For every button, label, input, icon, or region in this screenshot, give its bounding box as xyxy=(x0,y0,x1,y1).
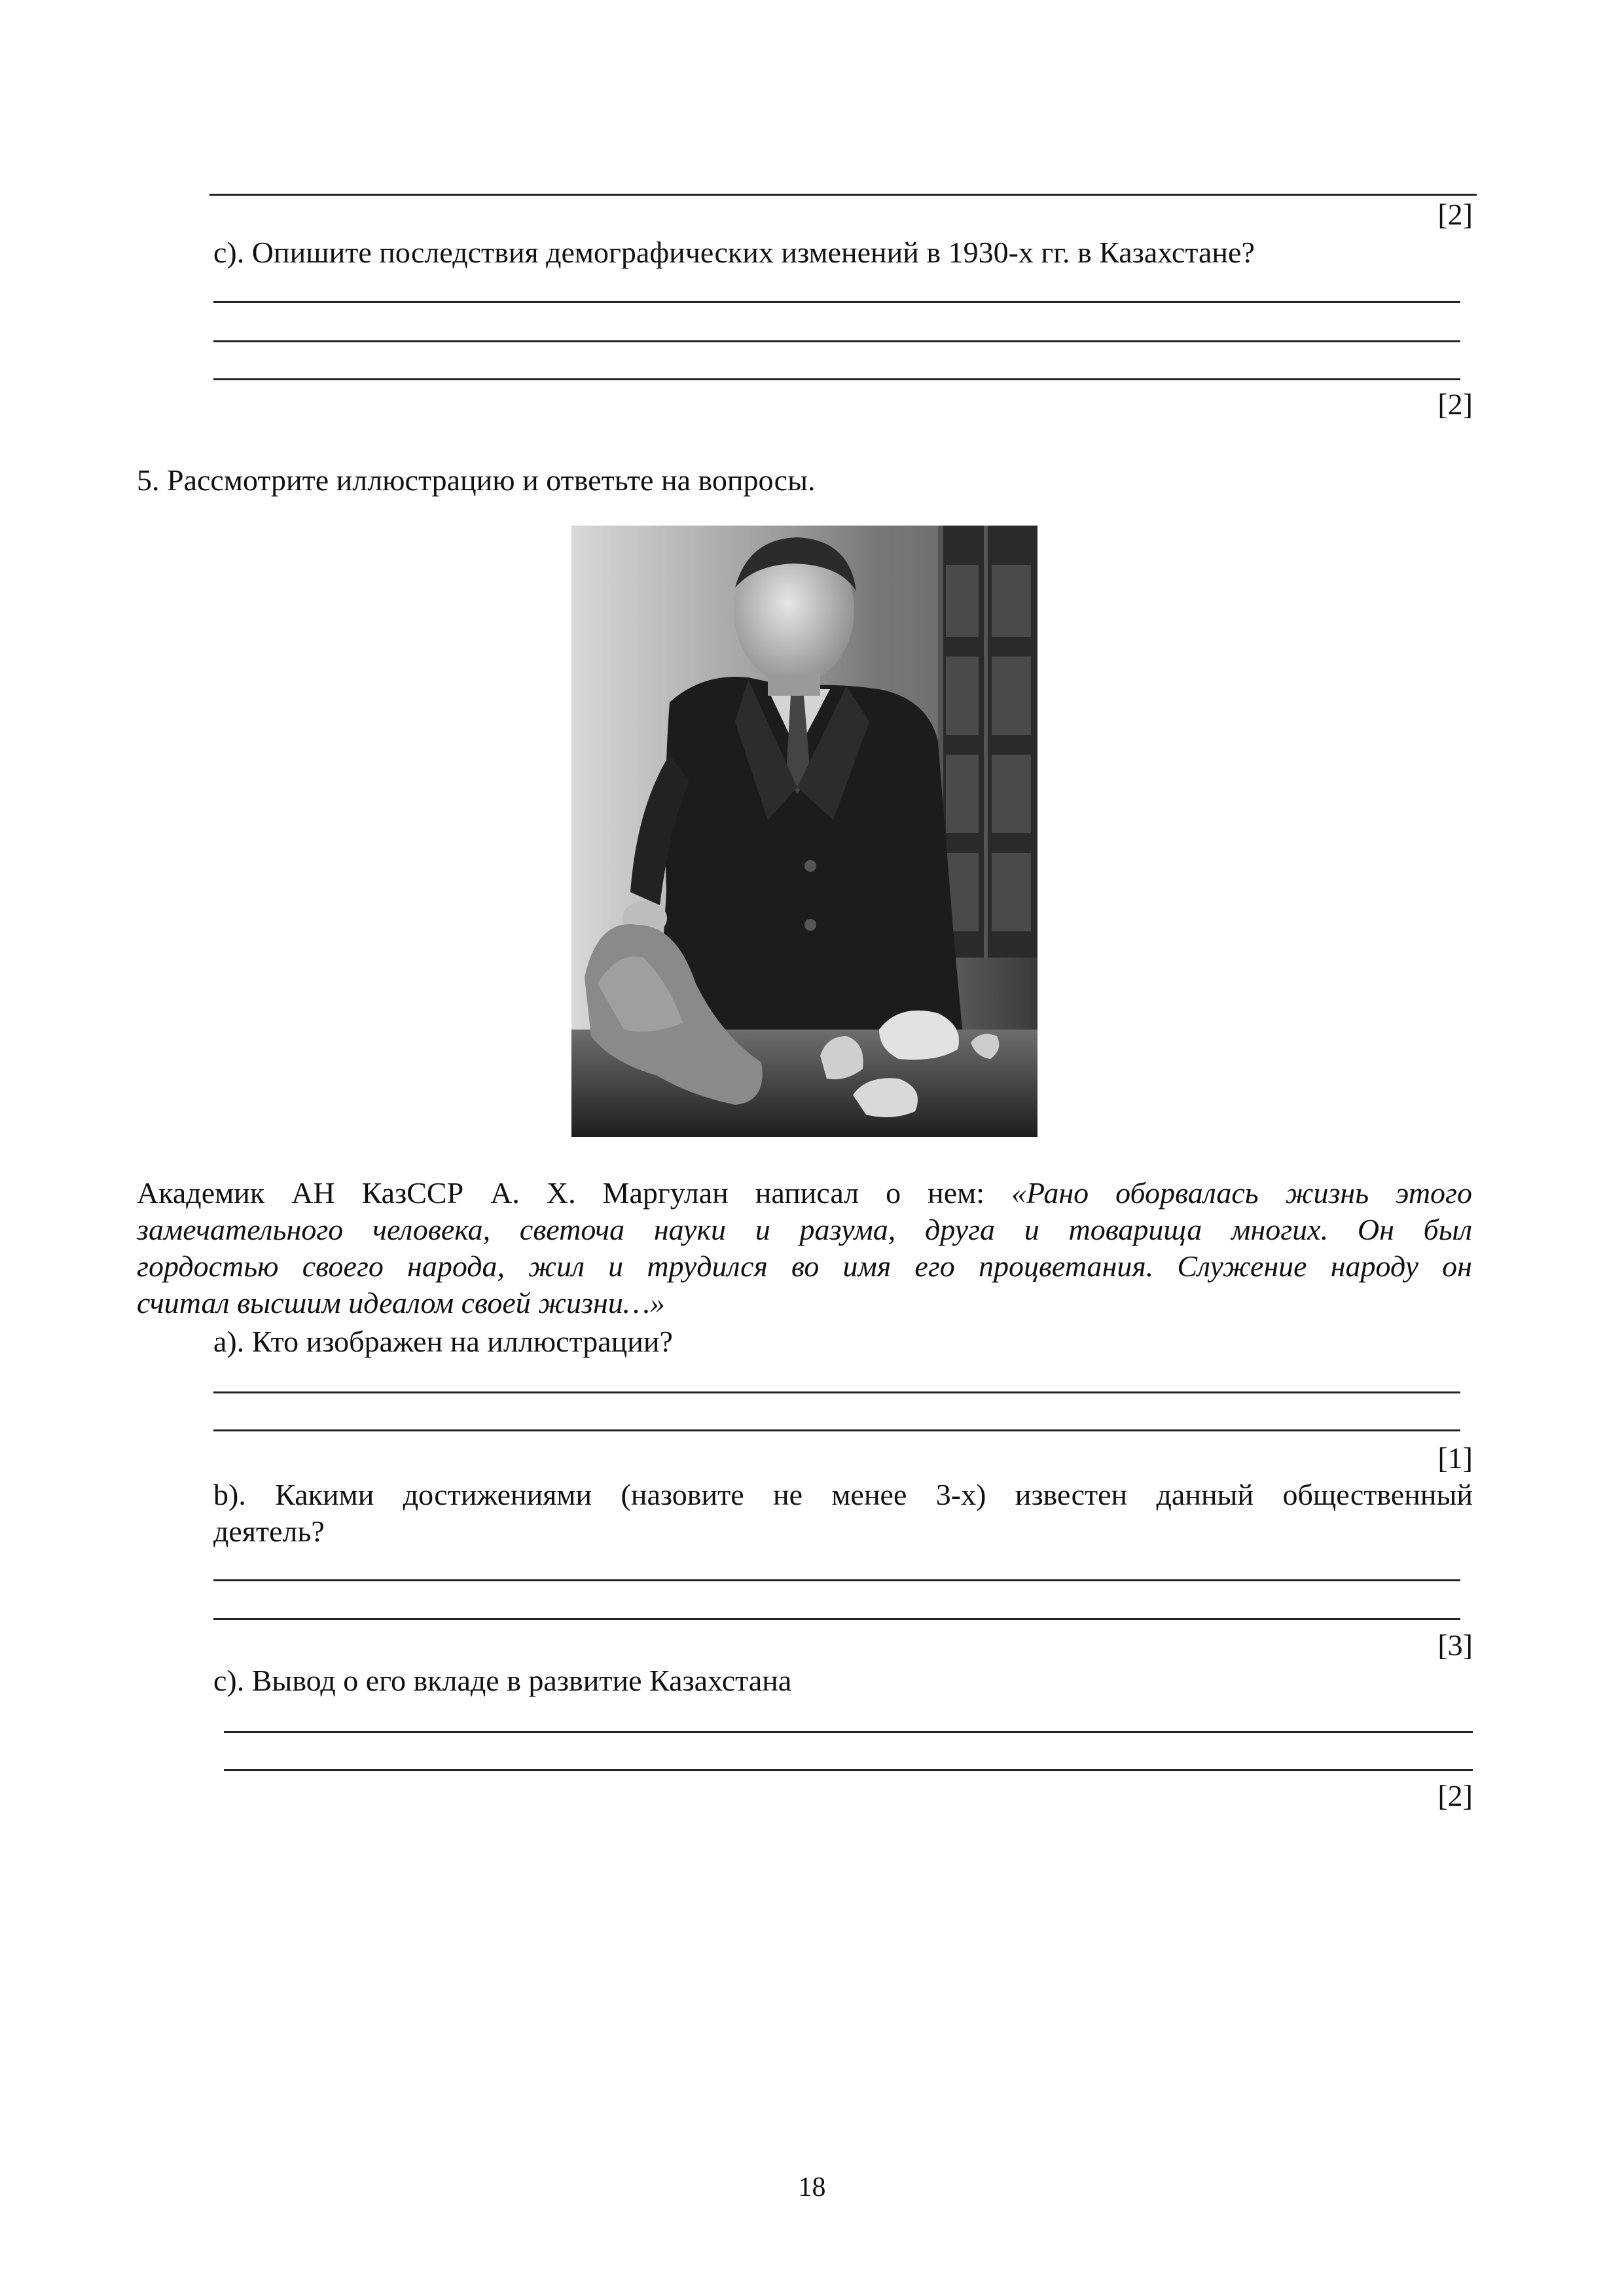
answer-line[interactable] xyxy=(209,194,1477,196)
score-mark: [3] xyxy=(1437,1628,1473,1662)
quote-text: «Рано оборвалась жизнь этого xyxy=(1011,1176,1473,1210)
quote-paragraph xyxy=(137,1175,1472,1321)
score-mark: [2] xyxy=(1437,1779,1473,1812)
quote-line-2: замечательного человека, светоча науки и разума, друга и товарища многих. Он был xyxy=(137,1213,1472,1246)
quote-line-3: гордостью своего народа, жил и трудился во имя его процветания. Служение народу он xyxy=(137,1249,1472,1283)
answer-line[interactable] xyxy=(213,340,1460,342)
answer-line[interactable] xyxy=(224,1731,1473,1733)
portrait-photo xyxy=(571,526,1038,1137)
question-4c: c). Опишите последствия демографических изменений в 1930-х гг. в Казахстане? xyxy=(213,236,1255,269)
answer-line[interactable] xyxy=(213,301,1460,303)
page-number: 18 xyxy=(798,2172,826,2202)
question-5b xyxy=(213,1477,1473,1550)
answer-line[interactable] xyxy=(224,1769,1473,1771)
question-5b-line-2: деятель? xyxy=(213,1515,325,1548)
question-5c: c). Вывод о его вкладе в развитие Казахстана xyxy=(213,1664,792,1697)
quote-line-4: считал высшим идеалом своей жизни…» xyxy=(137,1286,665,1319)
score-mark: [2] xyxy=(1437,198,1473,231)
answer-line[interactable] xyxy=(213,1579,1460,1581)
score-mark: [2] xyxy=(1437,387,1473,421)
answer-line[interactable] xyxy=(213,378,1460,380)
score-mark: [1] xyxy=(1437,1441,1473,1475)
quote-intro: Академик АН КазССР А. Х. Маргулан написал о нем: xyxy=(137,1176,1012,1210)
answer-line[interactable] xyxy=(213,1429,1460,1431)
question-5a: a). Кто изображен на иллюстрации? xyxy=(213,1325,673,1358)
question-5b-line-1: b). Какими достижениями (назовите не менее 3-х) известен данный общественный xyxy=(213,1478,1473,1511)
quote-line-1 xyxy=(137,1175,1472,1211)
answer-line[interactable] xyxy=(213,1618,1460,1620)
question-5-heading: 5. Рассмотрите иллюстрацию и ответьте на вопросы. xyxy=(137,463,816,497)
answer-line[interactable] xyxy=(213,1391,1460,1393)
